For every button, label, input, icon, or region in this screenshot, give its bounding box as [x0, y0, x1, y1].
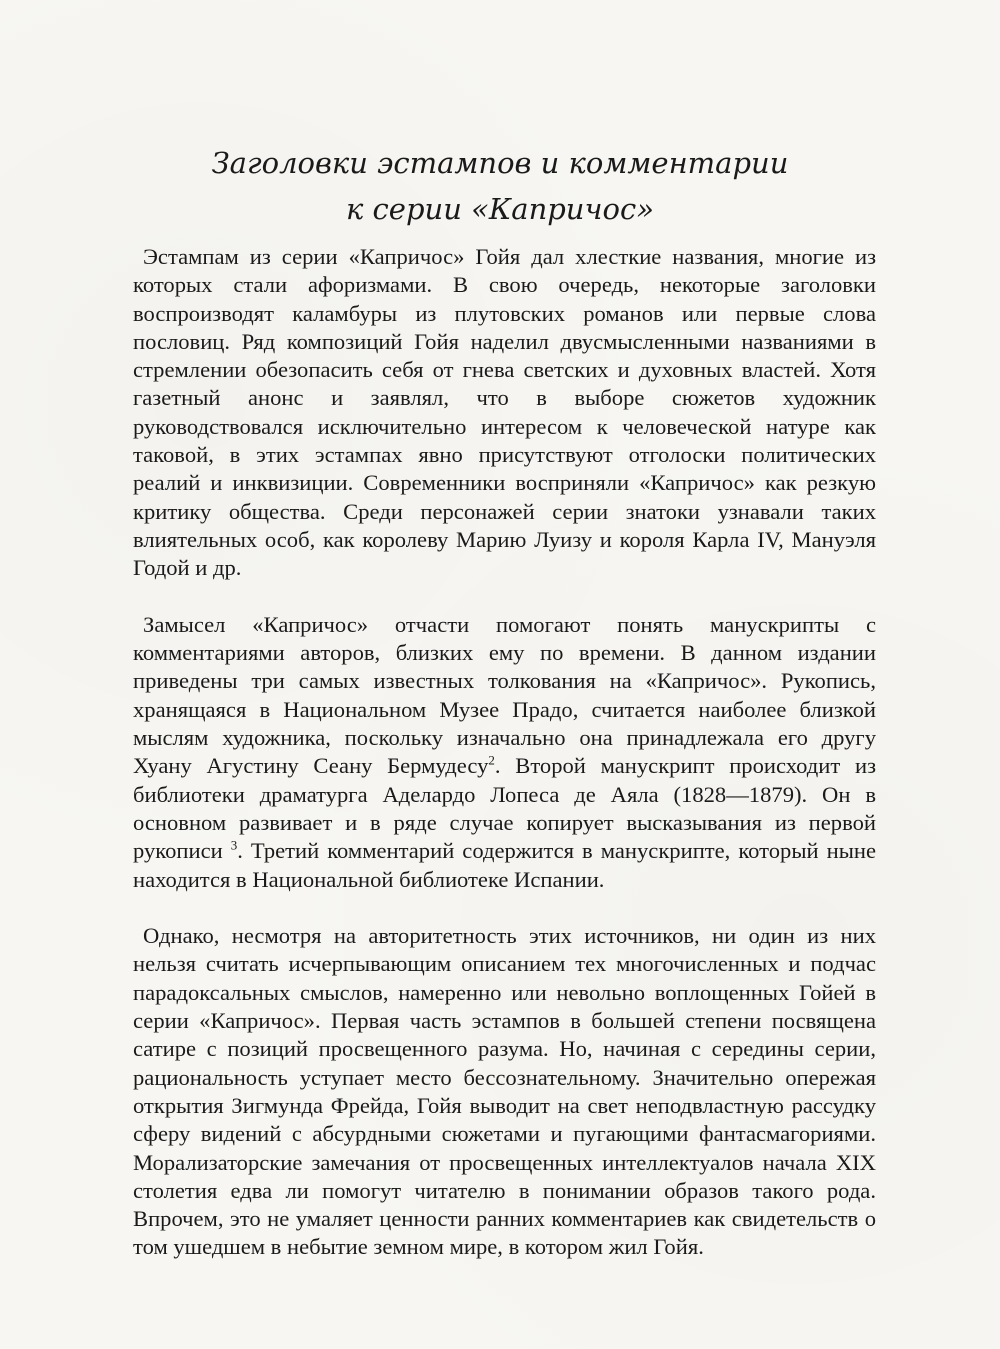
paragraph-1: Эстампам из серии «Капричос» Гойя дал хлесткие названия, многие из которых стали афоризмами. В свою очередь, некоторые заголовки воспроизводят каламбуры из плутовских романов или первые слова пословиц. Ряд композиций Гойя наделил двусмысленными названиями в стремлении обезопасить себя от гнева светских и духовных властей. Хотя газетный анонс и заявлял, что в выборе сюжетов художник руководствовался исключительно интересом к человеческой натуре как таковой, в этих эстампах явно присутствуют отголоски политических реалий и инквизиции. Современники восприняли «Капричос» как резкую критику общества. Среди персонажей серии знатоки узнавали таких влиятельных особ, как королеву Марию Луизу и короля Карла IV, Мануэля Годой и др. — [133, 244, 876, 581]
paragraph-2 — [133, 611, 876, 894]
page-title — [0, 140, 1000, 232]
paragraph-2-part-3: . Третий комментарий содержится в манускрипте, который ныне находится в Национальной библиотеке Испании. — [133, 838, 877, 892]
body-text — [133, 243, 876, 1290]
title-line-2: к серии «Капричос» — [346, 192, 654, 226]
footnote-ref-3: 3 — [230, 837, 238, 853]
footnote-ref-2: 2 — [488, 752, 495, 768]
paragraph-2-part-2: . Второй манускрипт происходит из библиотеки драматурга Аделардо Лопеса де Аяла (1828—1879). Он в основном развивает и в ряде случае копирует высказывания из первой рукописи — [133, 753, 876, 864]
title-line-1: Заголовки эстампов и комментарии — [211, 146, 789, 180]
paragraph-2-part-1: Замысел «Капричос» отчасти помогают понять манускрипты с комментариями авторов, близких ему по времени. В данном издании приведены три самых известных толкования на «Капричос». Рукопись, хранящаяся в Национальном Музее Прадо, считается наиболее близкой мыслям художника, поскольку изначально она принадлежала его другу Хуану Агустину Сеану Бермудесу — [133, 611, 876, 779]
paragraph-3: Однако, несмотря на авторитетность этих источников, ни один из них нельзя считать исчерпывающим описанием тех многочисленных и подчас парадоксальных смыслов, намеренно или невольно воплощенных Гойей в серии «Капричос». Первая часть эстампов в большей степени посвящена сатире с позиций просвещенного разума. Но, начиная с середины серии, рациональность уступает место бессознательному. Значительно опережая открытия Зигмунда Фрейда, Гойя выводит на свет неподвластную рассудку сферу видений с абсурдными сюжетами и пугающими фантасмагориями. Морализаторские замечания от просвещенных интеллектуалов начала XIX столетия едва ли помогут читателю в понимании образов такого рода. Впрочем, это не умаляет ценности ранних комментариев как свидетельств о том ушедшем в небытие земном мире, в котором жил Гойя. — [133, 923, 876, 1260]
